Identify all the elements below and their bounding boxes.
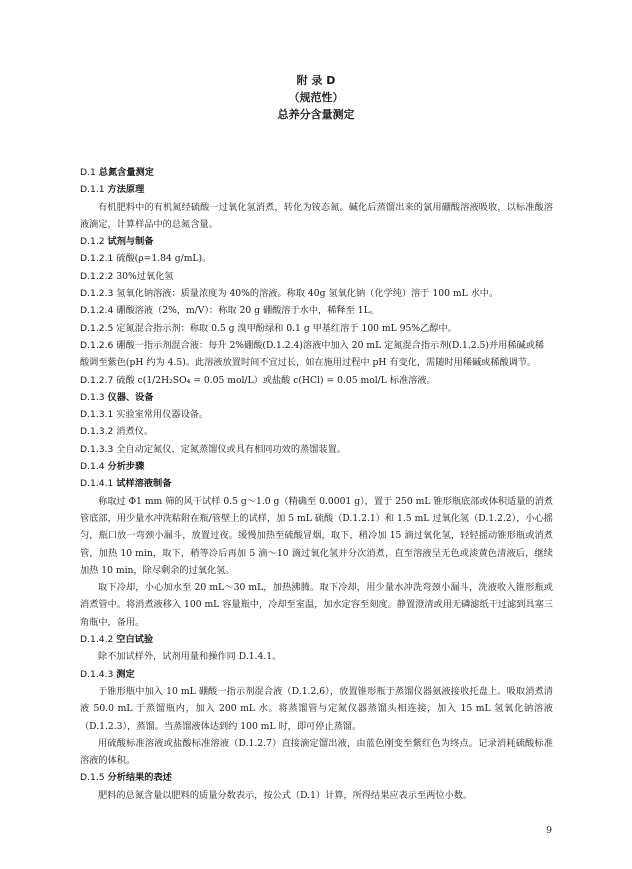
page-number: 9	[546, 826, 552, 836]
appendix-title: 总养分含量测定	[277, 108, 355, 121]
clause-text: 硫酸 c(1/2H₂SO₄ = 0.05 mol/L）或盐酸 c(HCl) = 0.05 mol/L 标准溶液。	[116, 374, 436, 386]
section-number: D.1.4.3	[80, 668, 117, 680]
section-title: 分析结果的表述	[107, 772, 172, 784]
section-number: D.1.5	[80, 772, 108, 784]
section-number: D.1.4.1	[80, 478, 117, 490]
clause-item	[80, 406, 553, 423]
paragraph: 于锥形瓶中加入 10 mL 硼酸一指示剂混合液（D.1.2.6），放置锥形瓶于蒸馏仪器氨液接收托盘上。吸取消煮清液 50.0 mL 于蒸馏瓶内，加入 200 mL 水。将蒸馏管与定氮仪器蒸馏头相连接，加入 15 mL 氢氧化钠溶液（D.1.2.3），蒸馏。当蒸馏液体达到约 100 mL 时，即可停止蒸馏。	[80, 685, 553, 732]
section-number: D.1.1	[80, 184, 108, 196]
section-heading	[80, 458, 553, 475]
clause-item	[80, 250, 553, 267]
clause-item	[80, 423, 553, 440]
clause-item	[80, 320, 553, 337]
section-number: D.1.4	[80, 461, 108, 473]
document-body	[80, 164, 553, 804]
clause-text: 硼酸一指示剂混合液：每升 2%硼酸(D.1.2.4)溶液中加入 20 mL 定氮混合指示剂(D.1.2.5)并用稀碱或稀酸调至紫色(pH 约为 4.5)。此溶液放置时间不宜过长，如在施用过程中 pH 有变化，需随时用稀碱或稀酸调节。	[80, 339, 545, 369]
section-heading	[80, 181, 553, 198]
paragraph: 肥料的总氮含量以肥料的质量分数表示，按公式（D.1）计算，所得结果应表示至两位小数。	[98, 789, 473, 801]
clause-text: 氢氧化钠溶液：质量浓度为 40%的溶液。称取 40g 氢氧化钠（化学纯）溶于 100 mL 水中。	[116, 288, 499, 300]
clause-number: D.1.2.6	[80, 339, 117, 351]
section-number: D.1	[80, 167, 99, 178]
section-title: 总氮含量测定	[98, 167, 154, 178]
clause-number: D.1.3.2	[80, 426, 117, 438]
paragraph: 用硫酸标准溶液或盐酸标准溶液（D.1.2.7）直接滴定馏出液，由蓝色刚变至紫红色为终点。记录消耗硫酸标准溶液的体积。	[80, 737, 553, 767]
clause-number: D.1.2.3	[80, 288, 117, 300]
clause-text: 定氮混合指示剂：称取 0.5 g 溴甲酚绿和 0.1 g 甲基红溶于 100 mL 95%乙醇中。	[116, 322, 457, 334]
clause-item	[80, 372, 553, 389]
appendix-title-block	[0, 72, 632, 123]
section-title: 试剂与制备	[107, 236, 154, 248]
paragraph: 称取过 Φ1 mm 筛的风干试样 0.5 g～1.0 g（精确至 0.0001 g），置于 250 mL 锥形瓶底部或体积适量的消煮管底部，用少量水冲洗粘附在瓶/管壁上的试样，加 5 mL 硫酸（D.1.2.1）和 1.5 mL 过氧化氢（D.1.2.2），小心摇匀，瓶口放一弯颈小漏斗，放置过夜。缓慢加热至硫酸冒烟，取下，稍冷加 15 滴过氧化氢，轻轻摇动锥形瓶或消煮管，加热 10 min，取下，稍等冷后再加 5 滴～10 滴过氧化氢并分次消煮，直至溶液呈无色或淡黄色清液后，继续加热 10 min，除尽剩余的过氧化氢。	[80, 495, 553, 576]
clause-item	[80, 441, 553, 458]
clause-number: D.1.2.7	[80, 374, 117, 386]
clause-number: D.1.2.4	[80, 305, 117, 317]
section-heading	[80, 666, 553, 683]
section-heading	[80, 631, 553, 648]
clause-text: 硫酸(ρ=1.84 g/mL)。	[116, 253, 212, 265]
clause-text: 实验室常用仪器设备。	[116, 409, 209, 421]
clause-text: 30%过氧化氢	[116, 270, 174, 282]
section-title: 分析步骤	[107, 461, 145, 473]
clause-number: D.1.2.1	[80, 253, 117, 265]
clause-number: D.1.3.1	[80, 409, 117, 421]
section-title: 测定	[116, 668, 135, 680]
clause-item	[80, 268, 553, 285]
paragraph: 取下冷却，小心加水至 20 mL～30 mL，加热沸腾。取下冷却，用少量水冲洗弯颈小漏斗，洗液收入锥形瓶或消煮管中。将消煮液移入 100 mL 容量瓶中，冷却至室温，加水定容至刻度。静置澄清或用无磷滤纸干过滤到具塞三角瓶中，备用。	[80, 582, 553, 628]
section-number: D.1.3	[80, 391, 108, 403]
section-heading	[80, 389, 553, 406]
clause-number: D.1.3.3	[80, 443, 117, 455]
section-number: D.1.4.2	[80, 634, 117, 646]
paragraph: 除不加试样外，试剂用量和操作同 D.1.4.1。	[98, 651, 282, 663]
section-number: D.1.2	[80, 236, 108, 248]
section-title: 试样溶液制备	[116, 478, 172, 490]
section-heading	[80, 164, 553, 181]
paragraph: 有机肥料中的有机氮经硫酸一过氧化氢消煮，转化为铵态氮。碱化后蒸馏出来的氯用硼酸溶液吸收，以标准酸溶液滴定，计算样品中的总氮含量。	[80, 201, 553, 230]
clause-item	[80, 337, 553, 372]
clause-text: 消煮仪。	[116, 426, 154, 438]
section-heading	[80, 475, 553, 492]
appendix-label: 附 录 D	[296, 74, 336, 87]
section-heading	[80, 769, 553, 786]
clause-item	[80, 285, 553, 302]
clause-number: D.1.2.5	[80, 322, 117, 334]
section-title: 方法原理	[107, 184, 145, 196]
clause-item	[80, 302, 553, 319]
clause-text: 全自动定氮仪、定氮蒸馏仪或具有相同功效的蒸馏装置。	[116, 443, 346, 455]
clause-number: D.1.2.2	[80, 270, 117, 282]
section-title: 空白试验	[116, 634, 154, 646]
clause-text: 硼酸溶液（2%，m/V）：称取 20 g 硼酸溶于水中，稀释至 1L。	[116, 305, 379, 317]
normative-label: （规范性）	[288, 91, 344, 104]
section-heading	[80, 233, 553, 250]
section-title: 仪器、设备	[107, 391, 154, 403]
